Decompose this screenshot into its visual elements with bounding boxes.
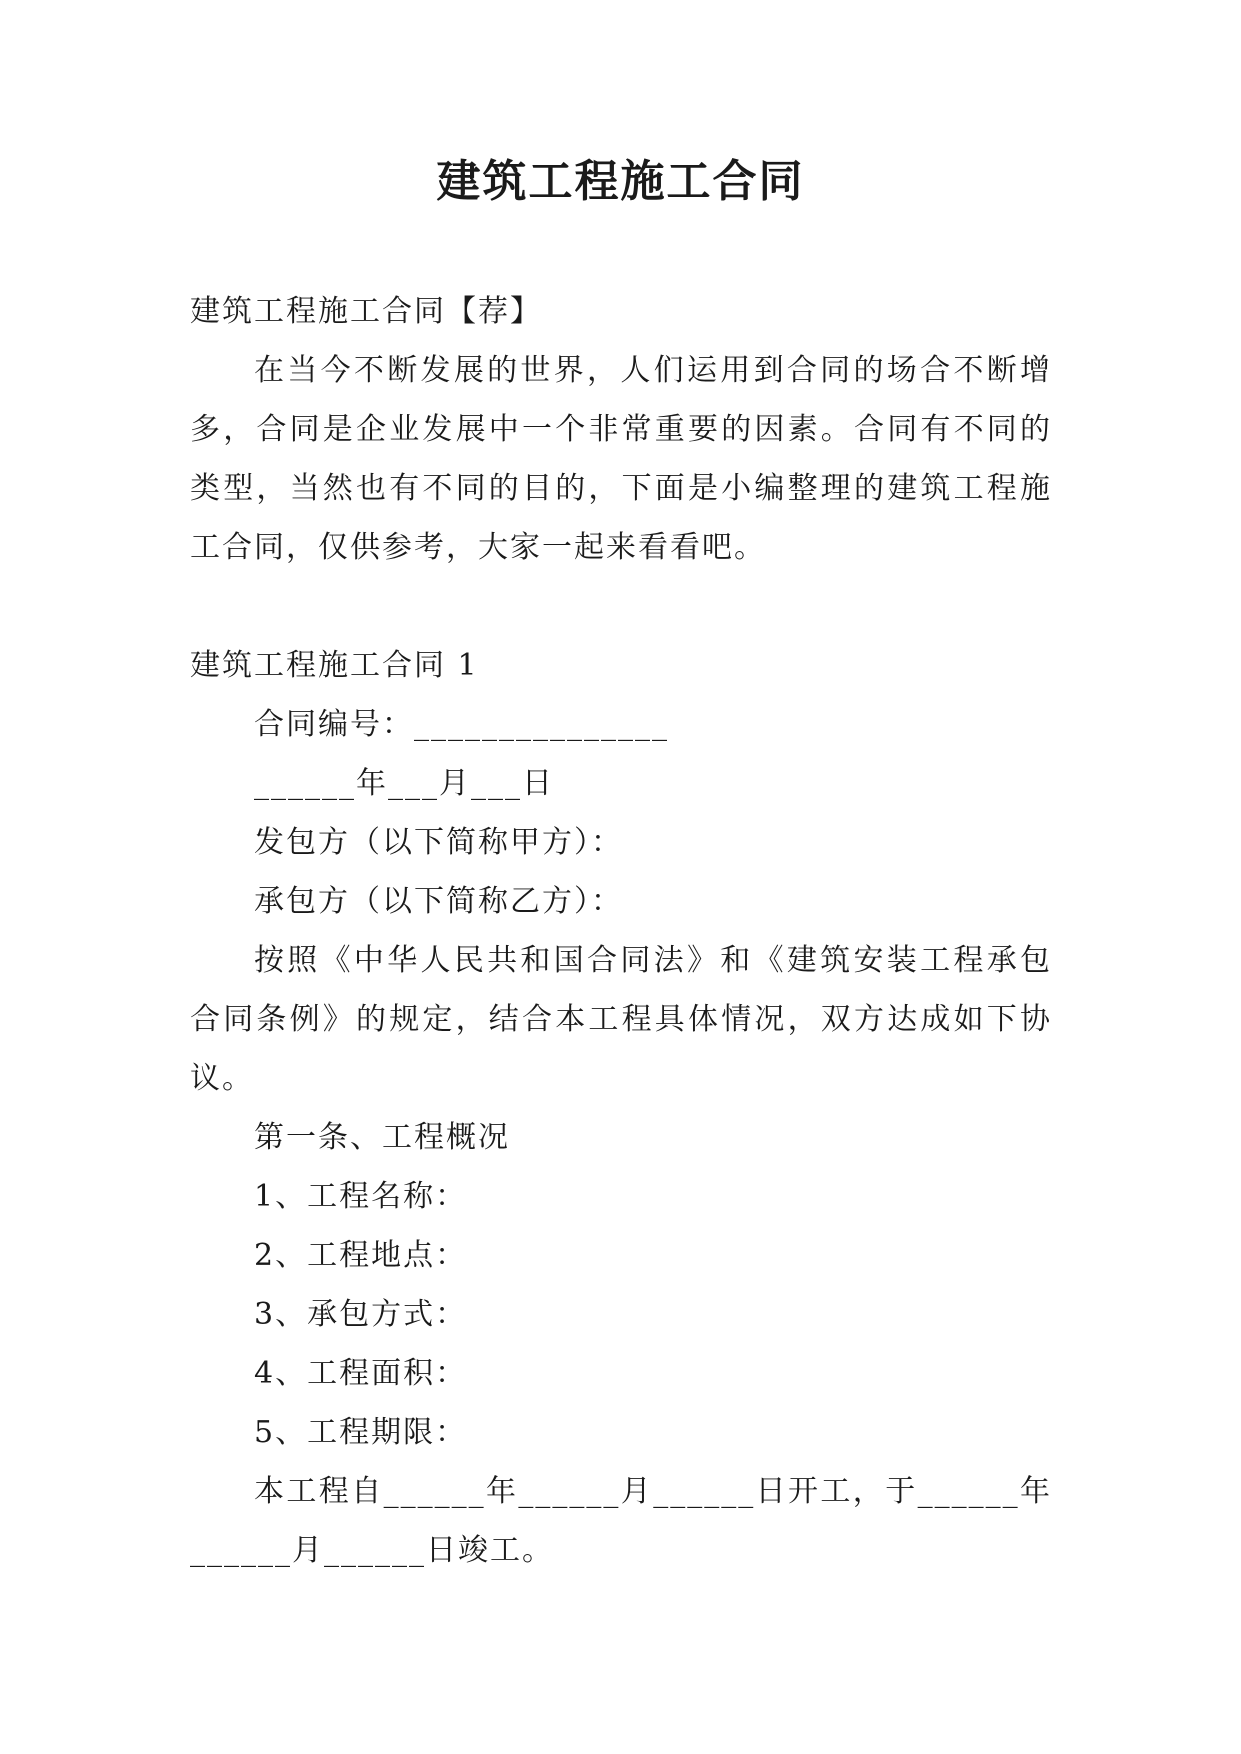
document-body: [190, 282, 1052, 1580]
document-title: 建筑工程施工合同: [436, 156, 805, 207]
article-1-heading: 第一条、工程概况: [254, 1120, 510, 1155]
list-item: 3、承包方式：: [254, 1297, 468, 1332]
section-heading: 建筑工程施工合同 1: [190, 648, 479, 683]
list-item: 4、工程面积：: [254, 1356, 468, 1391]
party-a-line: 发包方（以下简称甲方）：: [254, 825, 623, 860]
party-b-line: 承包方（以下简称乙方）：: [254, 884, 623, 919]
basis-paragraph: 按照《中华人民共和国合同法》和《建筑安装工程承包合同条例》的规定，结合本工程具体情况，双方达成如下协议。: [190, 943, 1052, 1096]
list-item: 5、工程期限：: [254, 1415, 468, 1450]
list-item: 1、工程名称：: [254, 1179, 468, 1214]
date-line: ______年___月___日: [254, 766, 554, 801]
schedule-paragraph: 本工程自______年______月______日开工，于______年______月______日竣工。: [190, 1474, 1052, 1568]
intro-paragraph: 在当今不断发展的世界，人们运用到合同的场合不断增多，合同是企业发展中一个非常重要的因素。合同有不同的类型，当然也有不同的目的，下面是小编整理的建筑工程施工合同，仅供参考，大家一起来看看吧。: [190, 353, 1052, 565]
intro-heading: 建筑工程施工合同【荐】: [190, 294, 542, 329]
spacer: [190, 577, 1052, 636]
contract-number-field: 合同编号：_______________: [254, 707, 669, 742]
list-item: 2、工程地点：: [254, 1238, 468, 1273]
